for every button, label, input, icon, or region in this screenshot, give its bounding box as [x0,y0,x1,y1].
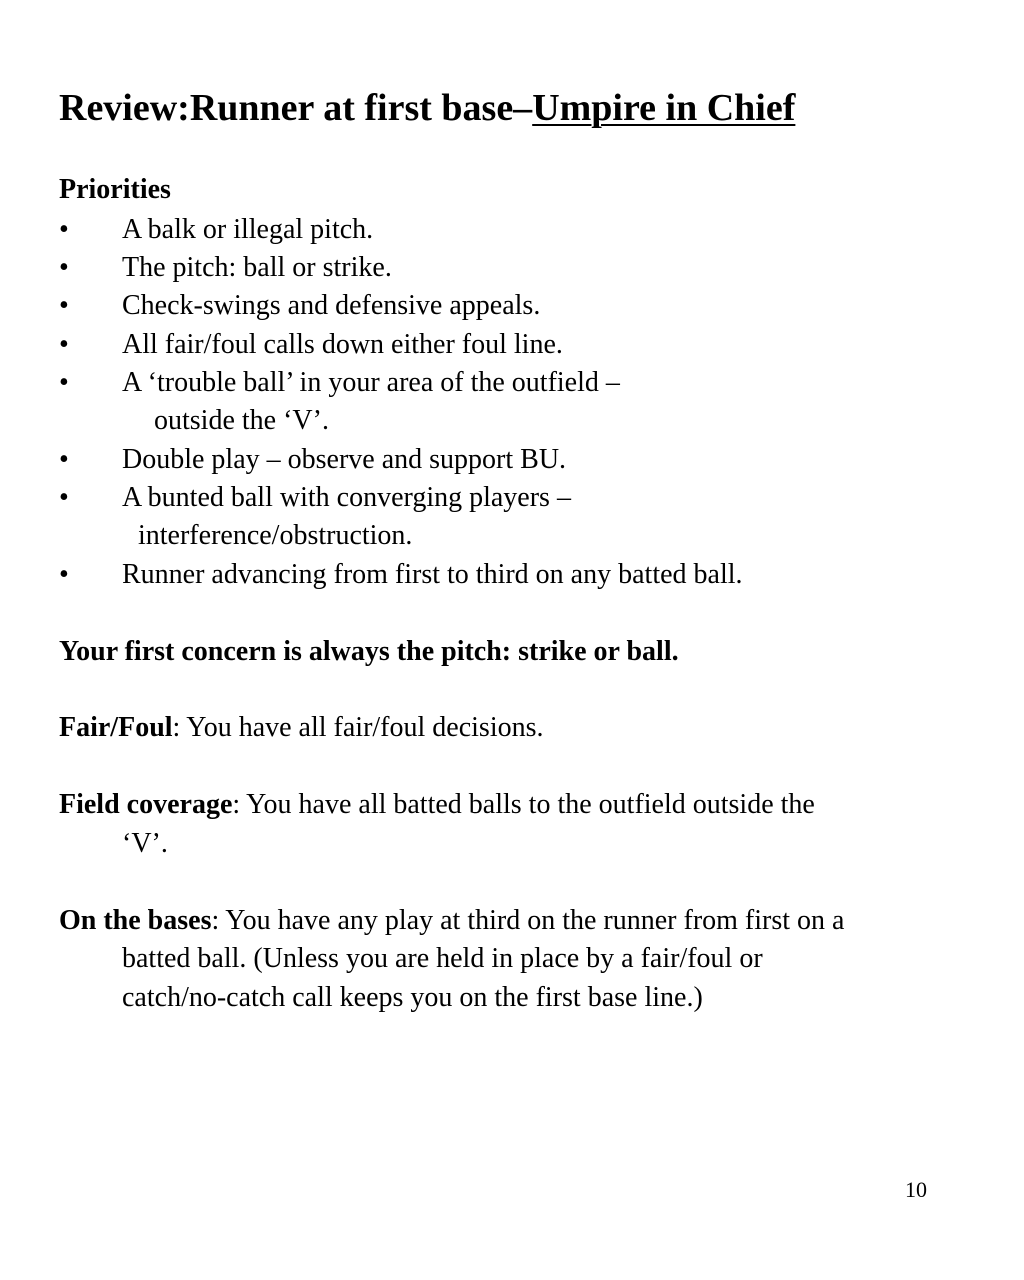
fair-foul-paragraph [59,709,544,747]
title-main: Review:Runner at first base– [59,87,533,129]
on-the-bases-text: : You have any play at third on the runner from first on a [211,905,845,936]
bullet-icon: • [59,559,69,590]
title-underlined: Umpire in Chief [532,87,796,129]
fair-foul-label: Fair/Foul [59,712,173,743]
field-coverage-paragraph [59,786,815,824]
bullet-icon: • [59,290,69,321]
on-the-bases-line-3: catch/no-catch call keeps you on the first base line.) [122,982,703,1013]
field-coverage-label: Field coverage [59,789,233,820]
bullet-icon: • [59,329,69,360]
field-coverage-continuation: ‘V’. [122,828,168,859]
on-the-bases-paragraph [59,902,844,940]
fair-foul-text: : You have all fair/foul decisions. [172,712,544,743]
on-the-bases-label: On the bases [59,905,212,936]
priority-item-text: All fair/foul calls down either foul line. [122,329,563,360]
priority-item-text: The pitch: ball or strike. [122,252,392,283]
first-concern-statement: Your first concern is always the pitch: strike or ball. [59,636,679,667]
priority-item-continuation: outside the ‘V’. [154,405,329,436]
bullet-icon: • [59,214,69,245]
page-number: 10 [905,1177,927,1202]
bullet-icon: • [59,252,69,283]
bullet-icon: • [59,367,69,398]
priorities-heading: Priorities [59,174,171,205]
on-the-bases-line-2: batted ball. (Unless you are held in place by a fair/foul or [122,943,763,974]
bullet-icon: • [59,444,69,475]
page-title [59,84,795,132]
priority-item-text: Runner advancing from first to third on any batted ball. [122,559,743,590]
priority-item-text: Check-swings and defensive appeals. [122,290,541,321]
priority-item-text: A balk or illegal pitch. [122,214,374,245]
priority-item-continuation: interference/obstruction. [138,520,413,551]
priority-item-text: A ‘trouble ball’ in your area of the outfield – [122,367,620,398]
field-coverage-text: : You have all batted balls to the outfield outside the [232,789,815,820]
bullet-icon: • [59,482,69,513]
priority-item-text: A bunted ball with converging players – [122,482,571,513]
priority-item-text: Double play – observe and support BU. [122,444,567,475]
